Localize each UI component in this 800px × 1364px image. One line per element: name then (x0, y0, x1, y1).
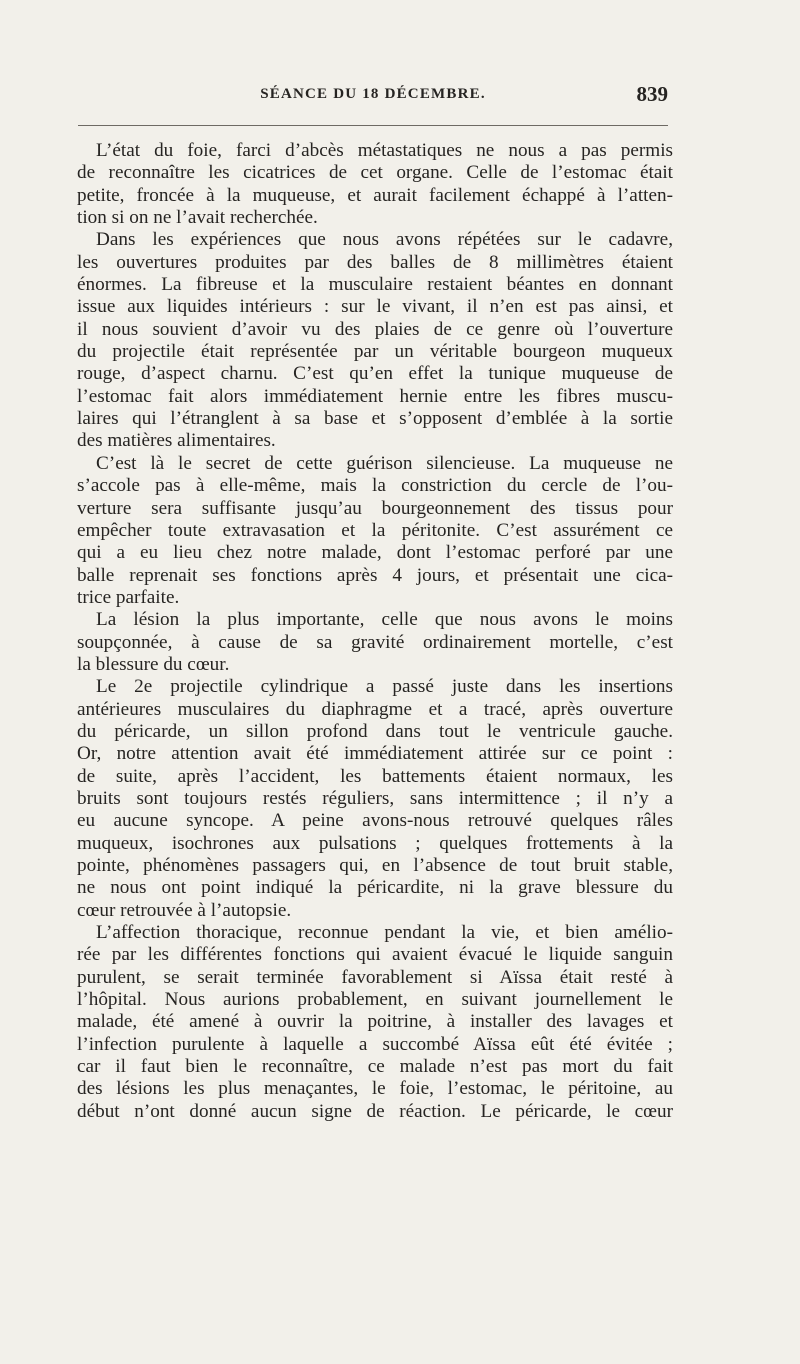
text-line: purulent, se serait terminée favorablement si Aïssa était resté à (77, 966, 673, 988)
page-number: 839 (636, 82, 668, 106)
text-line: soupçonnée, à cause de sa gravité ordinairement mortelle, c’est (77, 631, 673, 653)
text-line: début n’ont donné aucun signe de réaction. Le péricarde, le cœur (77, 1100, 673, 1122)
text-line: verture sera suffisante jusqu’au bourgeonnement des tissus pour (77, 497, 673, 519)
text-line: des matières alimentaires. (77, 430, 276, 452)
body-text (77, 140, 673, 1123)
text-line: la blessure du cœur. (77, 653, 230, 675)
text-line: Or, notre attention avait été immédiatement attirée sur ce point : (77, 743, 673, 765)
text-line: les ouvertures produites par des balles de 8 millimètres étaient (77, 251, 673, 273)
text-line: ne nous ont point indiqué la péricardite, ni la grave blessure du (77, 877, 673, 899)
text-line: La lésion la plus importante, celle que nous avons le moins (96, 609, 673, 631)
text-line: tion si on ne l’avait recherchée. (77, 207, 318, 229)
header-rule (78, 125, 668, 126)
text-line: trice parfaite. (77, 586, 180, 608)
text-line: malade, été amené à ouvrir la poitrine, à installer des lavages et (77, 1011, 673, 1033)
text-line: balle reprenait ses fonctions après 4 jours, et présentait une cica- (77, 564, 673, 586)
text-line: pointe, phénomènes passagers qui, en l’absence de tout bruit stable, (77, 855, 673, 876)
text-line: rée par les différentes fonctions qui avaient évacué le liquide sanguin (77, 944, 673, 966)
running-title: SÉANCE DU 18 DÉCEMBRE. (260, 86, 486, 102)
text-line: laires qui l’étranglent à sa base et s’opposent d’emblée à la sortie (77, 408, 673, 430)
text-line: eu aucune syncope. A peine avons-nous retrouvé quelques râles (77, 810, 673, 832)
text-line: car il faut bien le reconnaître, ce malade n’est pas mort du fait (77, 1056, 673, 1078)
text-line: s’accole pas à elle-même, mais la constriction du cercle de l’ou- (77, 475, 673, 497)
text-line: issue aux liquides intérieurs : sur le vivant, il n’en est pas ainsi, et (77, 296, 673, 318)
text-line: bruits sont toujours restés réguliers, sans intermittence ; il n’y a (77, 787, 673, 809)
text-line: cœur retrouvée à l’autopsie. (77, 899, 292, 921)
text-line: l’estomac fait alors immédiatement hernie entre les fibres muscu- (77, 385, 673, 407)
text-line: de suite, après l’accident, les battements étaient normaux, les (77, 765, 673, 787)
text-line: C’est là le secret de cette guérison silencieuse. La muqueuse ne (96, 452, 673, 474)
text-line: L’état du foie, farci d’abcès métastatiques ne nous a pas permis (96, 140, 673, 161)
text-line: de reconnaître les cicatrices de cet organe. Celle de l’estomac était (77, 162, 673, 184)
text-line: muqueux, isochrones aux pulsations ; quelques frottements à la (77, 832, 673, 854)
text-line: Le 2e projectile cylindrique a passé juste dans les insertions (96, 676, 673, 698)
text-line: des lésions les plus menaçantes, le foie, l’estomac, le péritoine, au (77, 1078, 673, 1100)
text-line: Dans les expériences que nous avons répétées sur le cadavre, (96, 229, 673, 251)
text-line: qui a eu lieu chez notre malade, dont l’estomac perforé par une (77, 542, 673, 564)
text-line: rouge, d’aspect charnu. C’est qu’en effet la tunique muqueuse de (77, 363, 673, 385)
text-line: empêcher toute extravasation et la péritonite. C’est assurément ce (77, 519, 673, 541)
text-line: énormes. La fibreuse et la musculaire restaient béantes en donnant (77, 274, 673, 296)
running-head (78, 82, 668, 116)
text-line: petite, froncée à la muqueuse, et aurait facilement échappé à l’atten- (77, 184, 673, 206)
text-line: du péricarde, un sillon profond dans tout le ventricule gauche. (77, 720, 673, 742)
text-line: antérieures musculaires du diaphragme et a tracé, après ouverture (77, 698, 673, 720)
text-line: L’affection thoracique, reconnue pendant la vie, et bien amélio- (96, 922, 673, 944)
text-line: il nous souvient d’avoir vu des plaies de ce genre où l’ouverture (77, 318, 673, 340)
text-line: du projectile était représentée par un véritable bourgeon muqueux (77, 341, 673, 363)
text-line: l’infection purulente à laquelle a succombé Aïssa eût été évitée ; (77, 1033, 673, 1055)
text-line: l’hôpital. Nous aurions probablement, en suivant journellement le (77, 989, 673, 1011)
